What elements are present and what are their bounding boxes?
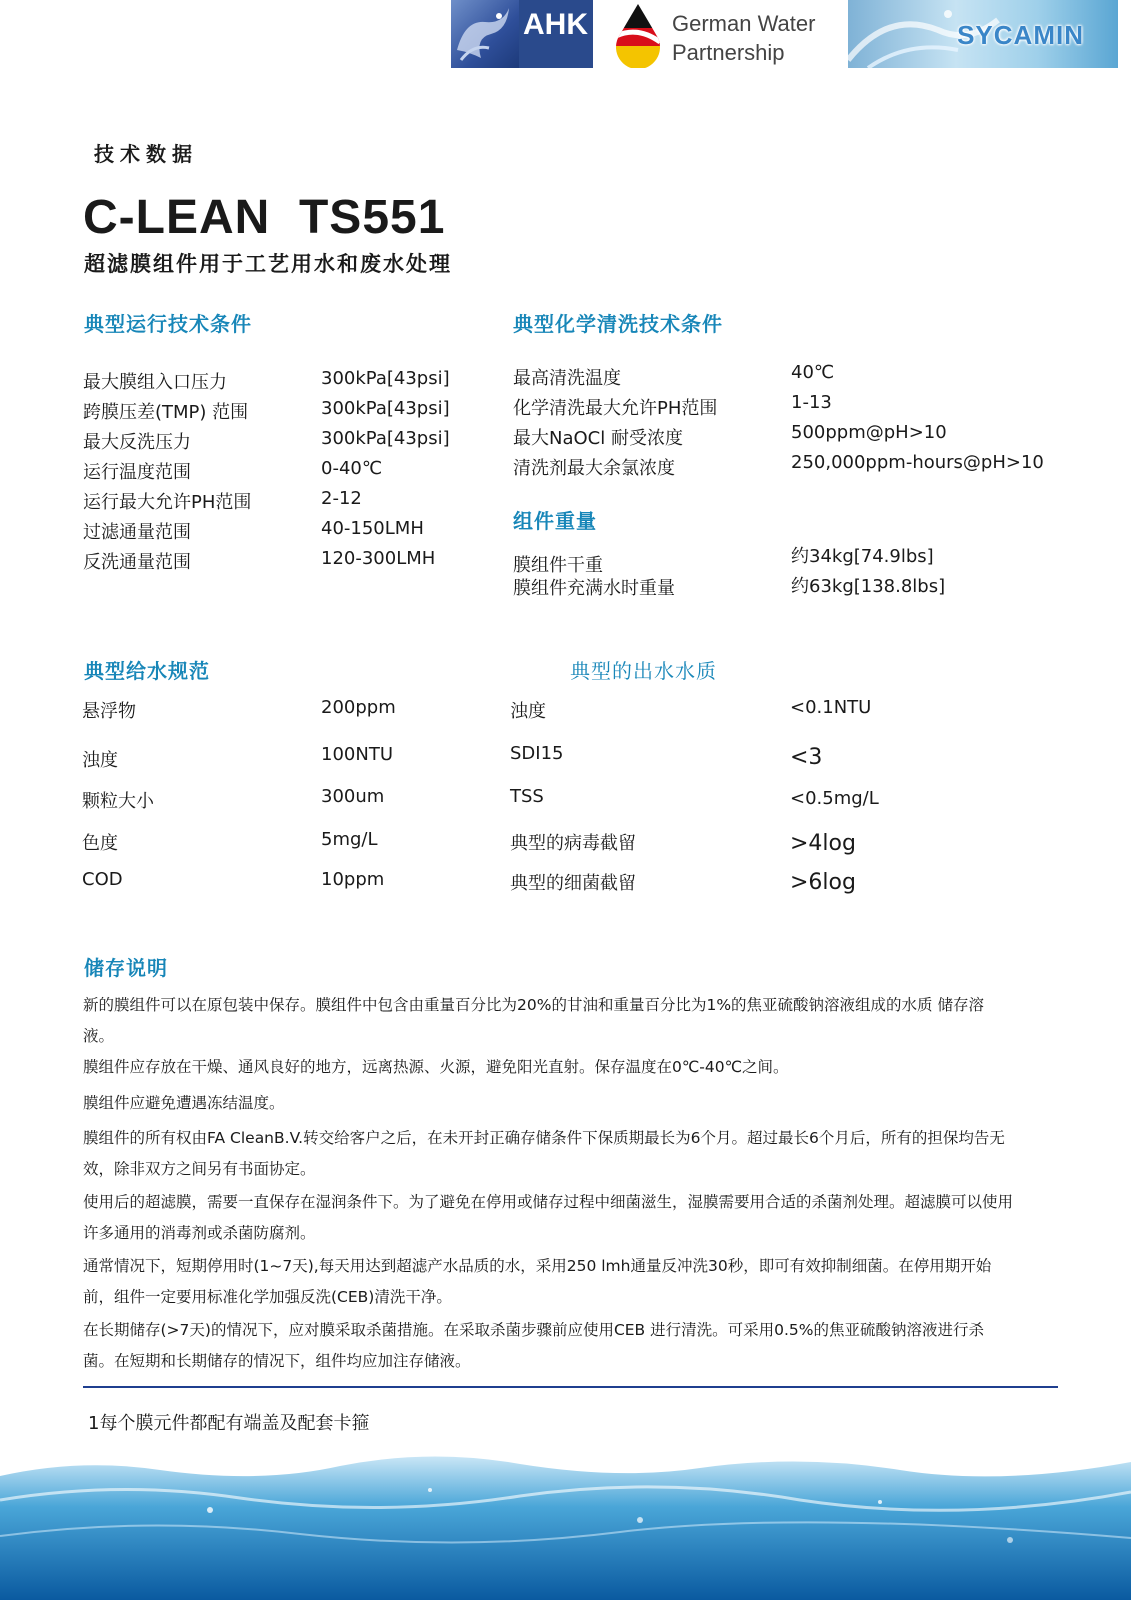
cleaning-value: 40℃ xyxy=(791,362,835,383)
feed-label: 悬浮物 xyxy=(82,701,136,722)
effluent-label: SDI15 xyxy=(510,743,564,764)
operating-value: 2-12 xyxy=(321,488,362,509)
effluent-label: TSS xyxy=(510,786,544,807)
operating-label: 最大膜组入口压力 xyxy=(83,372,227,393)
cleaning-value: 500ppm@pH>10 xyxy=(791,422,947,443)
cleaning-label: 化学清洗最大允许PH范围 xyxy=(513,398,718,419)
cleaning-heading: 典型化学清洗技术条件 xyxy=(513,312,723,336)
operating-value: 0-40℃ xyxy=(321,458,383,479)
operating-value: 40-150LMH xyxy=(321,518,424,539)
effluent-value: >6log xyxy=(790,870,856,895)
effluent-value: <0.5mg/L xyxy=(790,788,879,809)
weight-label: 膜组件干重 xyxy=(513,555,603,576)
sycamin-logo-text: SYCAMIN xyxy=(957,20,1084,50)
storage-paragraph: 在长期储存(>7天)的情况下，应对膜采取杀菌措施。在采取杀菌步骤前应使用CEB 进行清洗。可采用0.5%的焦亚硫酸钠溶液进行杀菌。在短期和长期储存的情况下，组件均应加注存储液。 xyxy=(83,1321,985,1370)
feed-value: 5mg/L xyxy=(321,829,378,850)
operating-label: 过滤通量范围 xyxy=(83,522,191,543)
effluent-label: 浊度 xyxy=(510,701,546,722)
storage-paragraph: 膜组件的所有权由FA CleanB.V.转交给客户之后，在未开封正确存储条件下保质期最长为6个月。超过最长6个月后，所有的担保均告无效，除非双方之间另有书面协定。 xyxy=(83,1129,1005,1178)
effluent-heading: 典型的出水水质 xyxy=(570,659,717,683)
feed-label: 色度 xyxy=(82,833,118,854)
german-water-partnership-logo xyxy=(610,2,840,68)
effluent-value: <3 xyxy=(790,745,823,770)
feed-value: 200ppm xyxy=(321,697,396,718)
water-drop-icon xyxy=(610,2,666,68)
storage-paragraph: 膜组件应避免遭遇冻结温度。 xyxy=(83,1094,285,1112)
feed-value: 10ppm xyxy=(321,869,385,890)
operating-value: 120-300LMH xyxy=(321,548,436,569)
weight-value: 约34kg[74.9lbs] xyxy=(791,546,934,567)
operating-value: 300kPa[43psi] xyxy=(321,428,450,449)
footnote: 1每个膜元件都配有端盖及配套卡箍 xyxy=(88,1413,370,1434)
effluent-label: 典型的病毒截留 xyxy=(510,833,636,854)
ahk-logo xyxy=(451,0,593,68)
weight-value: 约63kg[138.8lbs] xyxy=(791,576,946,597)
operating-label: 反洗通量范围 xyxy=(83,552,191,573)
storage-paragraph: 新的膜组件可以在原包装中保存。膜组件中包含由重量百分比为20%的甘油和重量百分比为1%的焦亚硫酸钠溶液组成的水质 储存溶液。 xyxy=(83,996,984,1045)
operating-label: 最大反洗压力 xyxy=(83,432,191,453)
operating-label: 跨膜压差(TMP) 范围 xyxy=(83,402,249,423)
document-kind: 技术数据 xyxy=(94,142,198,166)
feed-heading: 典型给水规范 xyxy=(84,659,210,683)
gwp-logo-line1: German Water xyxy=(672,11,816,36)
effluent-value: >4log xyxy=(790,831,856,856)
sycamin-logo xyxy=(848,0,1118,68)
cleaning-label: 清洗剂最大余氯浓度 xyxy=(513,458,675,479)
weight-label: 膜组件充满水时重量 xyxy=(513,578,675,599)
water-wave-image xyxy=(0,1440,1131,1600)
cleaning-value: 1-13 xyxy=(791,392,832,413)
storage-paragraph: 膜组件应存放在干燥、通风良好的地方，远离热源、火源，避免阳光直射。保存温度在0℃-40℃之间。 xyxy=(83,1058,789,1076)
feed-value: 100NTU xyxy=(321,744,393,765)
feed-label: COD xyxy=(82,869,123,890)
product-name: C-LEAN TS551 xyxy=(83,191,446,244)
product-subtitle: 超滤膜组件用于工艺用水和废水处理 xyxy=(84,252,452,276)
feed-label: 浊度 xyxy=(82,750,118,771)
operating-heading: 典型运行技术条件 xyxy=(84,312,252,336)
cleaning-label: 最高清洗温度 xyxy=(513,368,621,389)
operating-label: 运行温度范围 xyxy=(83,462,191,483)
cleaning-label: 最大NaOCl 耐受浓度 xyxy=(513,428,683,449)
storage-heading: 储存说明 xyxy=(84,956,168,980)
operating-value: 300kPa[43psi] xyxy=(321,398,450,419)
divider-line xyxy=(83,1386,1058,1388)
dragon-icon xyxy=(451,0,519,68)
ahk-logo-text: AHK xyxy=(523,8,588,41)
effluent-value: <0.1NTU xyxy=(790,697,872,718)
feed-label: 颗粒大小 xyxy=(82,791,154,812)
storage-paragraph: 通常情况下，短期停用时(1~7天),每天用达到超滤产水品质的水，采用250 lmh通量反冲洗30秒，即可有效抑制细菌。在停用期开始前，组件一定要用标准化学加强反洗(CEB)清洗干净。 xyxy=(83,1257,992,1306)
operating-value: 300kPa[43psi] xyxy=(321,368,450,389)
feed-value: 300um xyxy=(321,786,385,807)
effluent-label: 典型的细菌截留 xyxy=(510,873,636,894)
weight-heading: 组件重量 xyxy=(513,509,597,533)
operating-label: 运行最大允许PH范围 xyxy=(83,492,252,513)
gwp-logo-line2: Partnership xyxy=(672,40,785,65)
storage-paragraph: 使用后的超滤膜，需要一直保存在湿润条件下。为了避免在停用或储存过程中细菌滋生，湿膜需要用合适的杀菌剂处理。超滤膜可以使用许多通用的消毒剂或杀菌防腐剂。 xyxy=(83,1193,1014,1242)
cleaning-value: 250,000ppm-hours@pH>10 xyxy=(791,452,1044,473)
